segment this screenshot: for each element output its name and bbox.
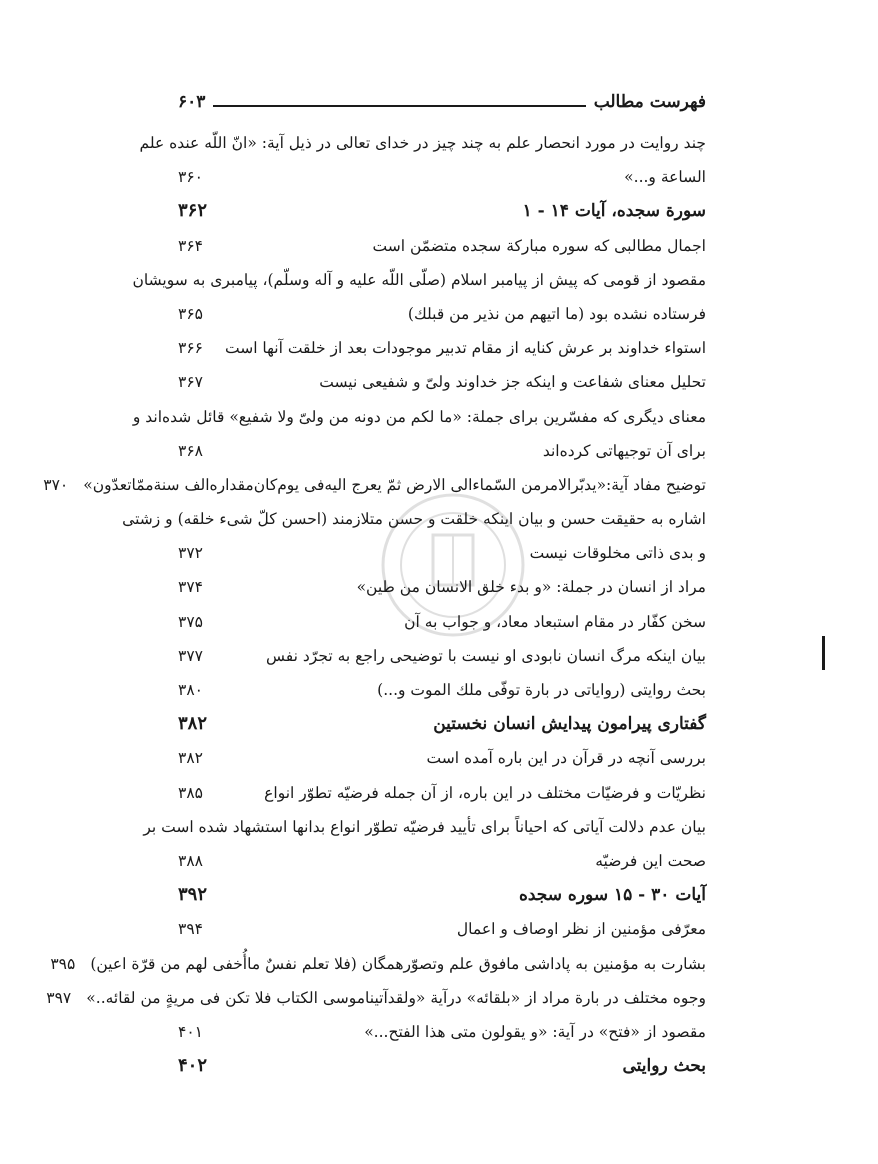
toc-entry-text: بحث روایتی: [622, 1056, 706, 1077]
toc-entry: [178, 741, 706, 775]
toc-entry: [178, 776, 706, 810]
toc-entry: [178, 229, 706, 263]
toc-entry-page: ۳۶۷: [178, 373, 203, 392]
toc-entry: [178, 365, 706, 399]
toc-entry-text: بیان عدم دلالت آیاتی که احیاناً برای تأیید فرضیّه تطوّر انواع بدانها استشهاد شده است بر: [143, 817, 706, 836]
toc-entry: [50, 947, 706, 981]
toc-entry-text: استواء خداوند بر عرش کنایه از مقام تدبیر موجودات بعد از خلقت آنها است: [224, 339, 706, 358]
toc-entry-text: برای آن توجیهاتی کرده‌اند: [542, 441, 706, 460]
toc-entry: [178, 434, 706, 468]
toc-entry-page: ۳۶۶: [178, 339, 203, 358]
toc-entry-page: ۳۹۲: [178, 884, 208, 906]
toc-entry: [122, 502, 706, 536]
header-title: فهرست مطالب: [593, 92, 706, 112]
header-page-number: ۶۰۳: [178, 92, 206, 112]
toc-entry-page: ۳۸۵: [178, 783, 203, 802]
toc-entry-text: فرستاده نشده بود (ما اتیهم من نذیر من قبلك): [407, 304, 706, 323]
toc-entry-page: ۳۶۸: [178, 441, 203, 460]
toc-entry-text: و بدی ذاتی مخلوقات نیست: [529, 544, 706, 563]
toc-entry-text: معرّفی مؤمنین از نظر اوصاف و اعمال: [456, 920, 706, 939]
toc-entry: [178, 1015, 706, 1049]
toc-heading: [178, 1049, 706, 1083]
toc-entry-text: سخن کفّار در مقام استبعاد معاد، و جواب به آن: [404, 612, 706, 631]
toc-entry-text: تحلیل معنای شفاعت و اینکه جز خداوند ولیّ و شفیعی نیست: [319, 373, 706, 392]
toc-entry-page: ۳۹۷: [46, 988, 72, 1007]
toc-entry-text: معنای دیگری که مفسّرین برای جملة: «ما لکم من دونه من ولیّ ولا شفیع» قائل شده‌اند و: [132, 407, 706, 426]
toc-entry: [178, 844, 706, 878]
toc-entry-page: ۳۷۲: [178, 544, 203, 563]
toc-entry: [132, 263, 706, 297]
toc-heading: [178, 878, 706, 912]
toc-entry-text: اشاره به حقیقت حسن و بیان اینکه خلقت و حسن متلازمند (احسن کلّ شیء خلقه) و زشتی: [122, 510, 706, 529]
toc-entry-text: مقصود از قومی که پیش از پیامبر اسلام (صلّی اللّه علیه و آله وسلّم)، پیامبری به سویشان: [132, 270, 706, 289]
toc-entry-page: ۳۷۵: [178, 612, 203, 631]
toc-entry-page: ۳۹۴: [178, 920, 203, 939]
toc-entry: [143, 810, 706, 844]
toc-entry: [178, 297, 706, 331]
toc-entry-page: ۳۸۰: [178, 681, 203, 699]
toc-entry-page: ۳۶۵: [178, 304, 203, 323]
page-header: [178, 86, 706, 112]
toc-entry-text: بیان اینکه مرگ انسان نابودی او نیست با توضیحی راجع به تجرّد نفس: [266, 646, 706, 665]
toc-entry-text: اجمال مطالبی که سوره مبارکة سجده متضمّن است: [372, 236, 706, 255]
toc-entry-text: نظریّات و فرضیّات مختلف در این باره، از آن جمله فرضیّه تطوّر انواع: [264, 783, 706, 802]
toc-entry-page: ۳۸۲: [178, 713, 208, 735]
toc-entry-text: مقصود از «فتح» در آیة: «و یقولون متی هذا الفتح...»: [364, 1022, 706, 1041]
toc-entry: [46, 981, 706, 1015]
toc-entry-page: ۳۷۴: [178, 578, 203, 597]
toc-heading: [178, 707, 706, 741]
toc-entry: [178, 160, 706, 194]
toc-entry: [178, 605, 706, 639]
toc-entry: [43, 468, 706, 502]
toc-entry: [178, 639, 706, 673]
toc-entry-text: الساعة و...»: [624, 168, 706, 187]
toc-entry-text: بحث روایتی (روایاتی در بارة توفّی ملك الموت و...): [377, 681, 706, 699]
toc-entry-text: گفتاری پیرامون پیدایش انسان نخستین: [433, 714, 706, 735]
toc-entry-page: ۳۸۲: [178, 749, 203, 768]
toc-entry: [178, 570, 706, 604]
toc-entry-page: ۳۹۵: [50, 954, 76, 973]
table-of-contents: [43, 126, 706, 1083]
toc-entry: [139, 126, 706, 160]
toc-entry-text: بشارت به مؤمنین به پاداشی مافوق علم وتصوّرهمگان (فلا تعلم نفسٌ ماأُخفی لهم من قرّة اعین): [90, 954, 706, 973]
toc-entry-text: مراد از انسان در جملة: «و بدء خلق الانسان من طین»: [356, 578, 706, 597]
toc-entry-page: ۴۰۱: [178, 1022, 203, 1041]
toc-entry-page: ۳۶۲: [178, 200, 208, 222]
toc-entry-page: ۳۸۸: [178, 851, 203, 870]
toc-entry-text: بررسی آنچه در قرآن در این باره آمده است: [426, 749, 706, 768]
toc-entry-page: ۴۰۲: [178, 1055, 208, 1077]
toc-entry-page: ۳۶۰: [178, 168, 203, 187]
margin-mark: [822, 636, 825, 670]
toc-entry-page: ۳۷۰: [43, 475, 69, 494]
toc-heading: [178, 194, 706, 228]
toc-entry-text: آیات ۳۰ - ۱۵ سوره سجده: [518, 885, 706, 906]
toc-entry: [178, 331, 706, 365]
toc-entry-text: وجوه مختلف در بارة مراد از «بلقائه» درآیة «ولقدآتیناموسی الکتاب فلا تکن فی مریةٍ من لقائه..»: [86, 988, 706, 1007]
toc-entry: [178, 912, 706, 946]
toc-entry-text: صحت این فرضیّه: [595, 851, 706, 870]
toc-entry: [178, 536, 706, 570]
toc-entry-text: توضیح مفاد آیة:«یدبّرالامرمن السّماءالی الارض ثمّ یعرج الیه‌فی یوم‌کان‌مقداره‌الف سنة‌ممّاتعدّون»: [83, 475, 706, 494]
toc-entry-page: ۳۶۴: [178, 236, 203, 255]
toc-entry-page: ۳۷۷: [178, 646, 203, 665]
header-rule: [213, 105, 585, 107]
toc-entry: [132, 400, 706, 434]
toc-entry-text: چند روایت در مورد انحصار علم به چند چیز در خدای تعالی در ذیل آیة: «انّ اللّه عنده علم: [139, 134, 706, 152]
toc-entry: [178, 673, 706, 707]
toc-entry-text: سورة سجده، آیات ۱۴ - ۱: [522, 201, 706, 222]
